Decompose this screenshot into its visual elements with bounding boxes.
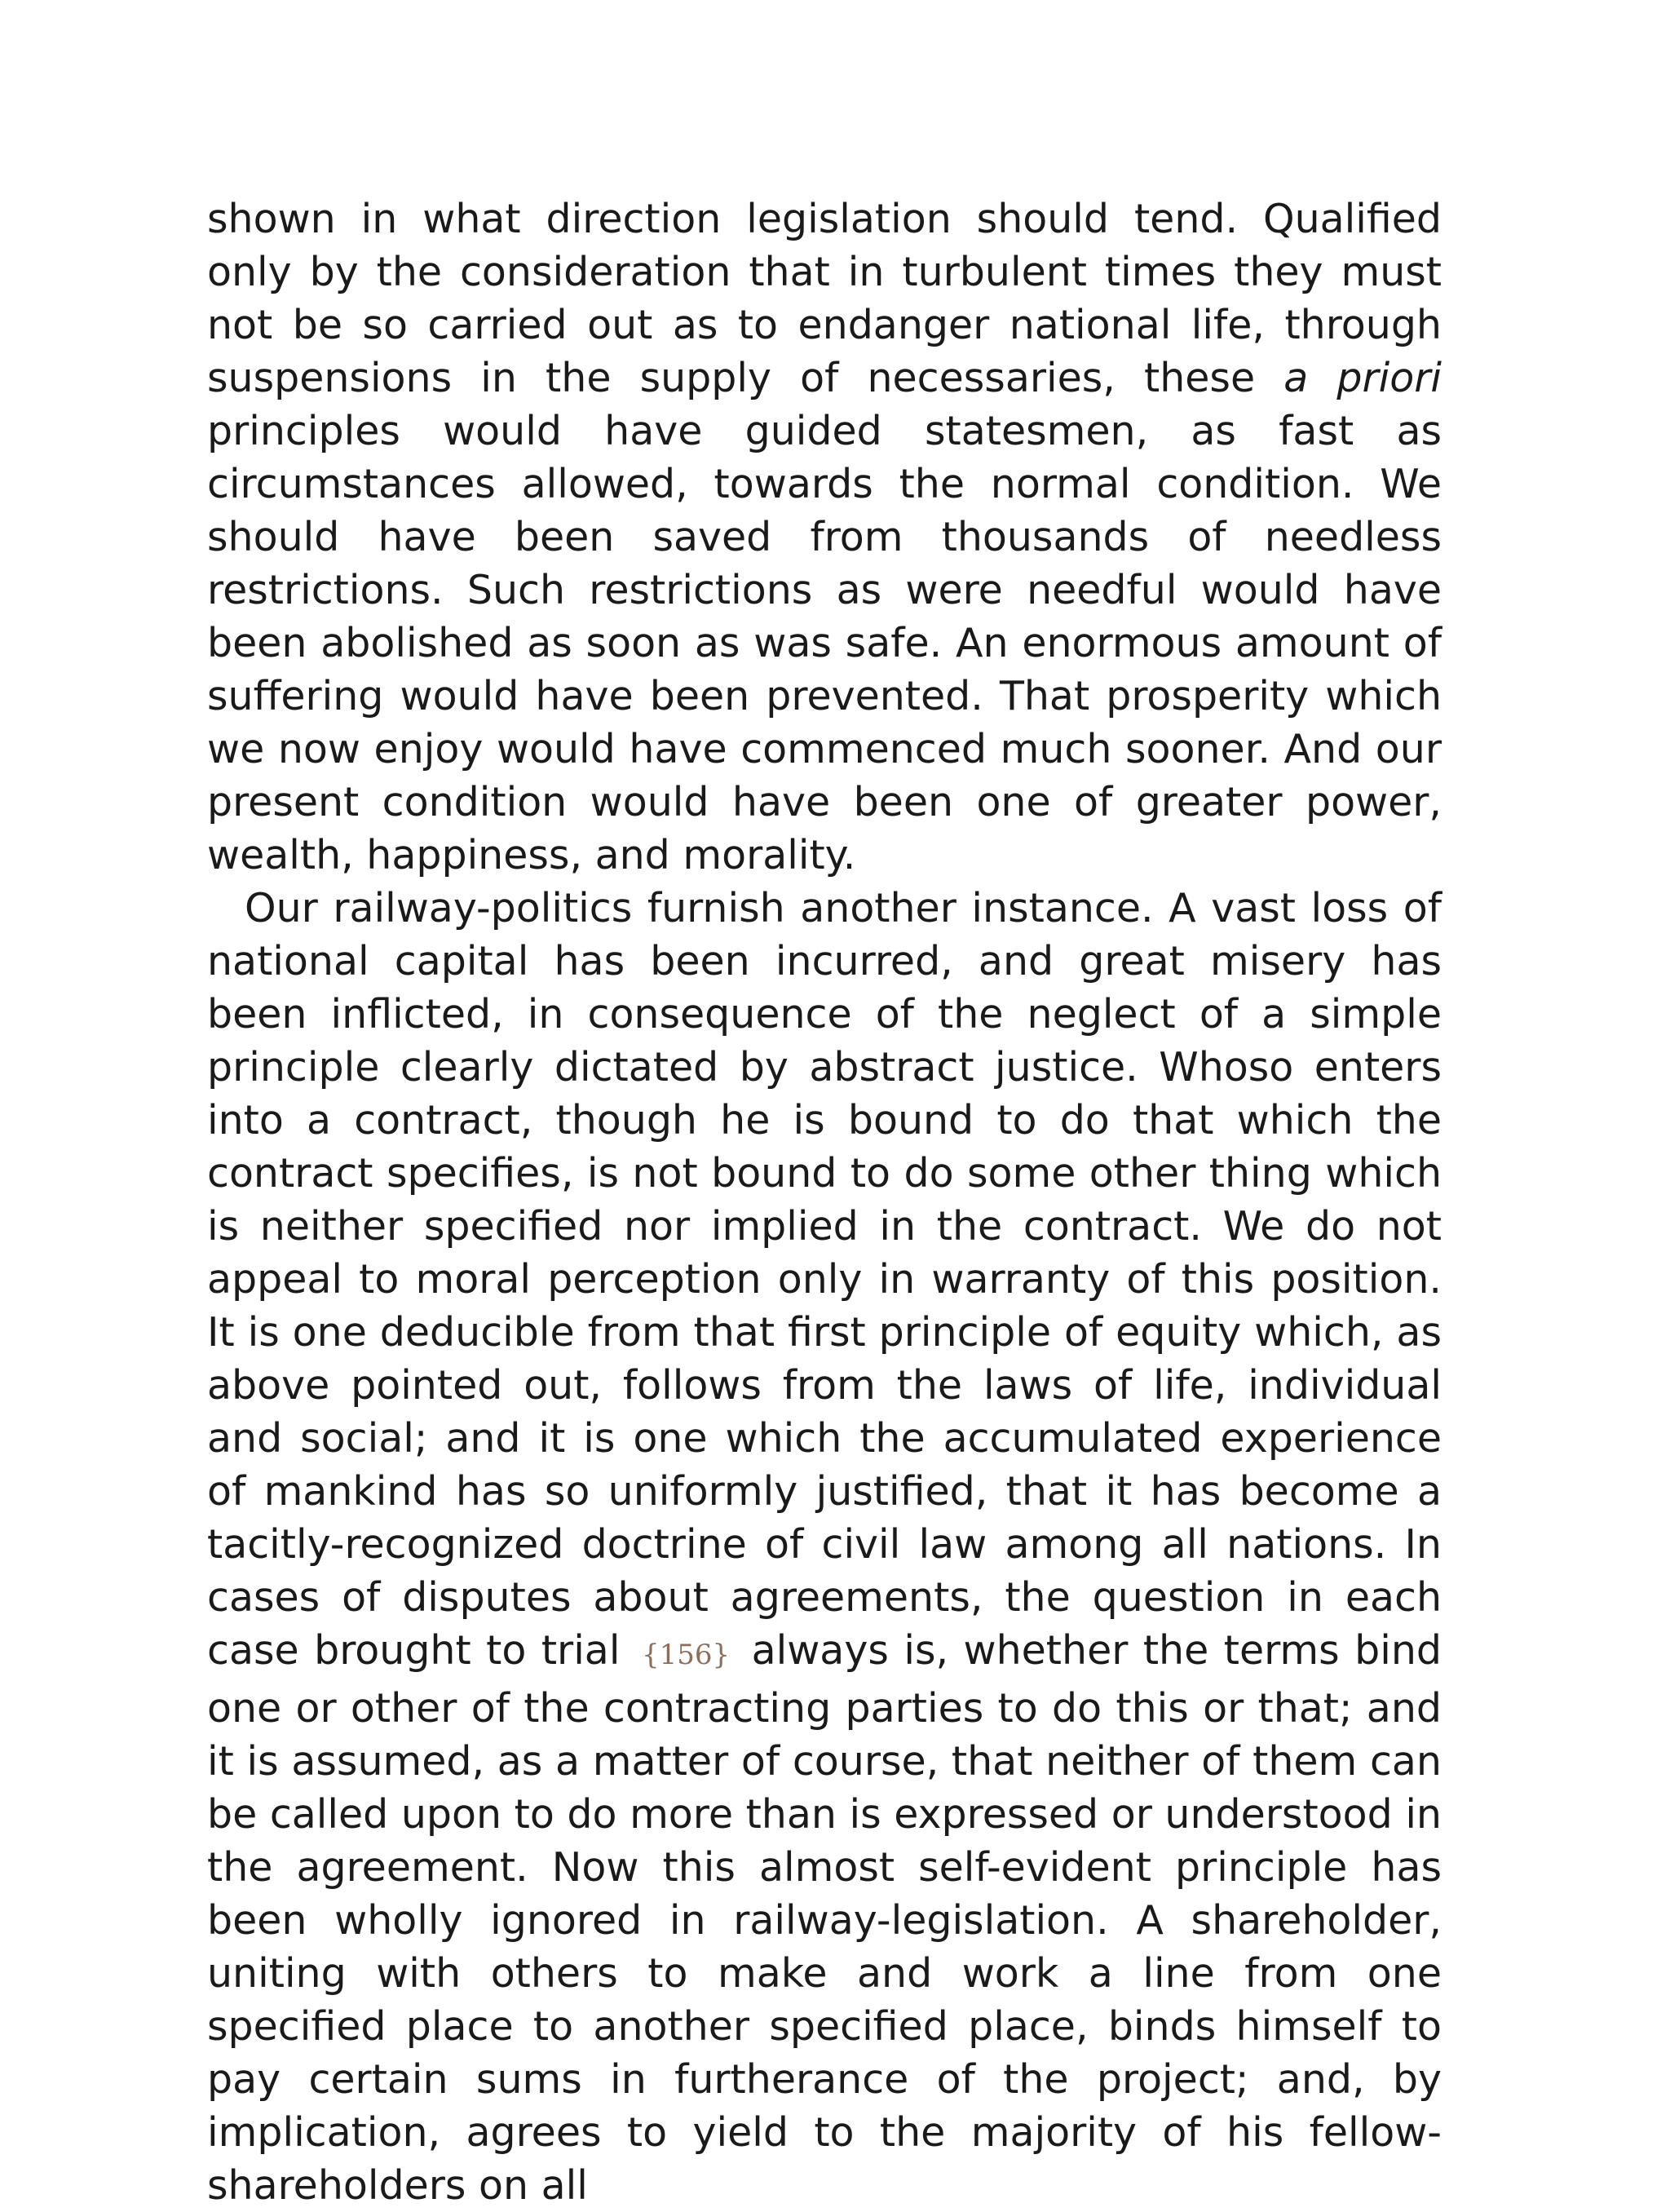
italic-phrase: a priori bbox=[1283, 355, 1442, 401]
paragraph-2-text-end: always is, whether the terms bind one or other of the contracting parties to do this or that; and it is assumed, as a matter of course, that neither of them can be called upon to do more than is expressed or understood in the agreement. Now this almost self-evident principle has been wholly ignored in railway-legislation. A shareholder, uniting with others to make and work a line from one specified place to another specified place, binds himself to pay certain sums in furtherance of the project; and, by implication, agrees to yield to the majority of his fellow-shareholders on all bbox=[207, 1627, 1442, 2209]
paragraph-2-text-start: Our railway-politics furnish another instance. A vast loss of national capital has been incurred, and great misery has been inflicted, in consequence of the neglect of a simple principle clearly dictated by abstract justice. Whoso enters into a contract, though he is bound to do that which the contract specifies, is not bound to do some other thing which is neither specified nor implied in the contract. We do not appeal to moral perception only in warranty of this position. It is one deducible from that first principle of equity which, as above pointed out, follows from the laws of life, individual and social; and it is one which the accumulated experience of mankind has so uniformly justified, that it has become a tacitly-recognized doctrine of civil law among all nations. In cases of disputes about agreements, the question in each case brought to trial bbox=[207, 885, 1442, 1674]
paragraph-1-text-start: shown in what direction legislation should tend. Qualified only by the consideration that in turbulent times they must not be so carried out as to endanger national life, through suspensions in the supply of necessaries, these bbox=[207, 196, 1442, 401]
page-body bbox=[207, 192, 1442, 2212]
paragraph-2 bbox=[207, 882, 1442, 2212]
paragraph-1-text-end: principles would have guided statesmen, as fast as circumstances allowed, towards the normal condition. We should have been saved from thousands of needless restrictions. Such restrictions as were needful would have been abolished as soon as was safe. An enormous amount of suffering would have been prevented. That prosperity which we now enjoy would have commenced much sooner. And our present condition would have been one of greater power, wealth, happiness, and morality. bbox=[207, 408, 1442, 878]
page-number-marker: {156} bbox=[641, 1639, 731, 1671]
paragraph-1 bbox=[207, 192, 1442, 882]
